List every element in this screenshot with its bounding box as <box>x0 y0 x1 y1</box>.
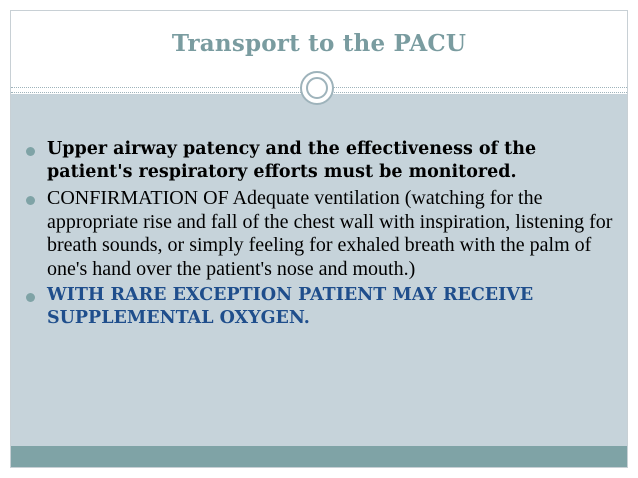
bullet-text: Upper airway patency and the effectiveness of the patient's respiratory efforts must be monitored. <box>47 139 537 182</box>
footer-band <box>11 446 627 467</box>
bullet-dot-icon <box>26 293 35 302</box>
bullet-item <box>26 187 616 281</box>
bullet-text: WITH RARE EXCEPTION PATIENT MAY RECEIVE SUPPLEMENTAL OXYGEN. <box>47 285 534 328</box>
bullet-text: CONFIRMATION OF Adequate ventilation (watching for the appropriate rise and fall of the chest wall with inspiration, listening for breath sounds, or simply feeling for exhaled breath with the palm of one's hand over the patient's nose and mouth.) <box>47 187 613 280</box>
slide-title: Transport to the PACU <box>171 30 467 57</box>
bullet-item <box>26 138 616 184</box>
bullet-list <box>26 138 616 333</box>
bullet-dot-icon <box>26 196 35 205</box>
circle-ornament-inner <box>306 77 328 99</box>
bullet-item <box>26 284 616 330</box>
circle-ornament-icon <box>300 71 334 105</box>
bullet-dot-icon <box>26 147 35 156</box>
